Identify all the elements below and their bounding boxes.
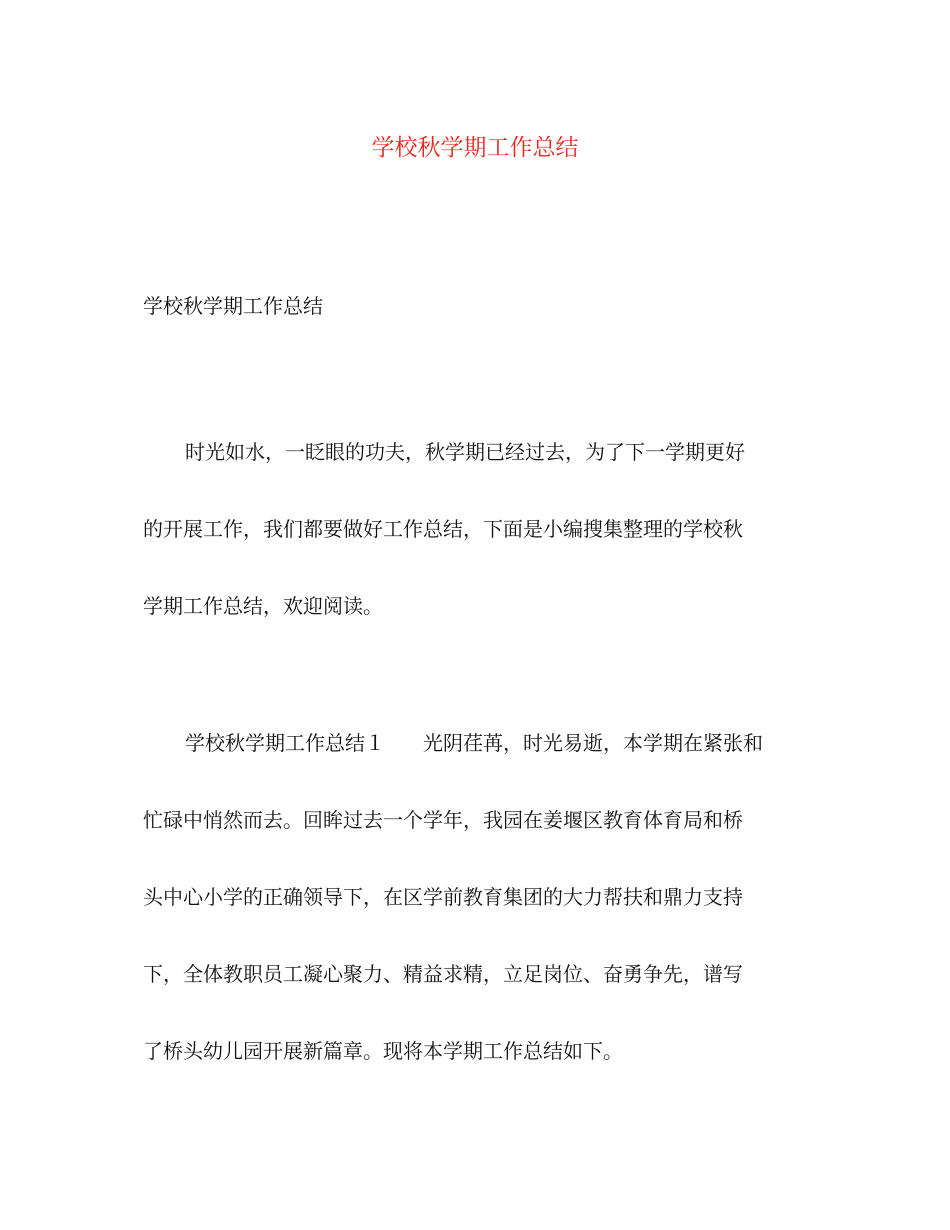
document-title: 学校秋学期工作总结 [371,135,579,161]
paragraph-line: 的开展工作，我们都要做好工作总结，下面是小编搜集整理的学校秋 [143,517,743,541]
paragraph-line: 头中心小学的正确领导下，在区学前教育集团的大力帮扶和鼎力支持 [143,885,743,909]
intro-paragraph [143,436,823,667]
section-heading: 学校秋学期工作总结１ [185,731,385,755]
summary-paragraph [143,727,823,1112]
document-subheading: 学校秋学期工作总结 [143,294,323,318]
paragraph-line: 忙碌中悄然而去。回眸过去一个学年，我园在姜堰区教育体育局和桥 [143,808,743,832]
paragraph-line: 了桥头幼儿园开展新篇章。现将本学期工作总结如下。 [143,1039,623,1063]
paragraph-first-line [143,727,823,804]
paragraph-line: 时光如水，一眨眼的功夫，秋学期已经过去，为了下一学期更好 [185,440,745,464]
paragraph-line: 下，全体教职员工凝心聚力、精益求精，立足岗位、奋勇争先，谱写 [143,962,743,986]
paragraph-line: 学期工作总结，欢迎阅读。 [143,594,383,618]
paragraph-line-text: 光阴荏苒，时光易逝，本学期在紧张和 [423,731,763,755]
